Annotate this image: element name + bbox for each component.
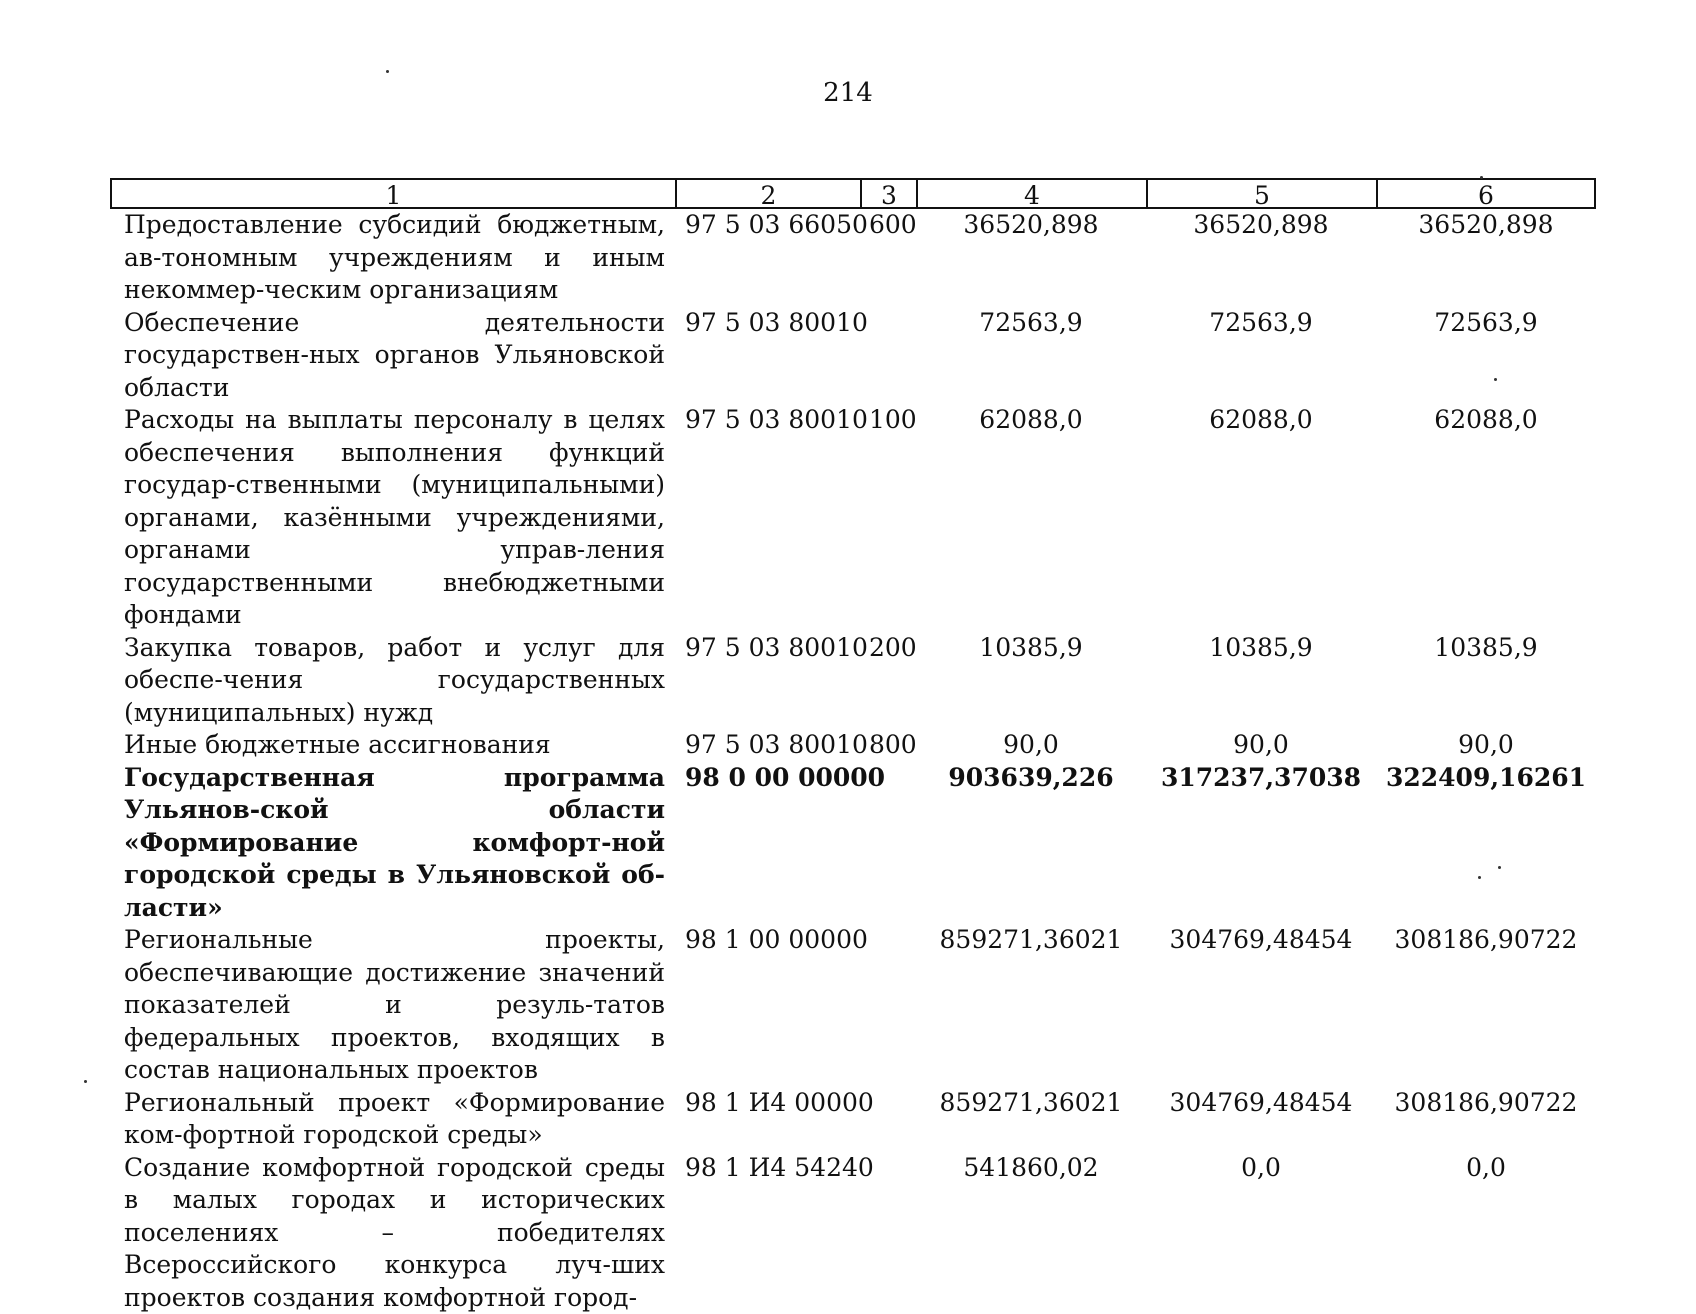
table-header xyxy=(110,178,1590,209)
row-value-col4: 10385,9 xyxy=(916,632,1146,730)
budget-table xyxy=(110,178,1590,1314)
header-cell: 4 xyxy=(916,178,1146,209)
row-expense-type xyxy=(860,762,916,925)
page-number: 214 xyxy=(0,78,1696,108)
header-cell: 6 xyxy=(1376,178,1596,209)
row-value-col5: 304769,48454 xyxy=(1146,924,1376,1087)
row-expense-type xyxy=(860,307,916,405)
row-code: 98 1 И4 00000 xyxy=(675,1087,860,1152)
row-value-col5: 304769,48454 xyxy=(1146,1087,1376,1152)
scan-speck xyxy=(386,70,389,73)
scan-speck xyxy=(1498,866,1501,869)
row-value-col5: 90,0 xyxy=(1146,729,1376,762)
row-code: 98 0 00 00000 xyxy=(675,762,860,925)
row-value-col6: 10385,9 xyxy=(1376,632,1596,730)
row-code: 97 5 03 80010 xyxy=(675,307,860,405)
row-value-col4: 541860,02 xyxy=(916,1152,1146,1314)
row-value-col4: 62088,0 xyxy=(916,404,1146,632)
row-code: 97 5 03 80010 xyxy=(675,632,860,730)
row-value-col4: 859271,36021 xyxy=(916,924,1146,1087)
row-value-col4: 903639,226 xyxy=(916,762,1146,925)
row-code: 98 1 И4 54240 xyxy=(675,1152,860,1314)
row-value-col5: 62088,0 xyxy=(1146,404,1376,632)
row-expense-type xyxy=(860,1152,916,1314)
row-expense-type xyxy=(860,1087,916,1152)
row-value-col6: 90,0 xyxy=(1376,729,1596,762)
row-name: Государственная программа Ульянов-ской области «Формирование комфорт-ной городской среды в Ульяновской об-ласти» xyxy=(110,762,675,925)
row-name: Предоставление субсидий бюджетным, ав-тономным учреждениям и иным некоммер-ческим организациям xyxy=(110,209,675,307)
scan-speck xyxy=(1478,876,1481,879)
row-value-col6: 36520,898 xyxy=(1376,209,1596,307)
row-value-col6: 72563,9 xyxy=(1376,307,1596,405)
row-value-col4: 859271,36021 xyxy=(916,1087,1146,1152)
row-value-col5: 10385,9 xyxy=(1146,632,1376,730)
row-value-col5: 317237,37038 xyxy=(1146,762,1376,925)
row-value-col6: 322409,16261 xyxy=(1376,762,1596,925)
scan-speck xyxy=(1494,378,1497,381)
row-value-col4: 72563,9 xyxy=(916,307,1146,405)
row-value-col6: 0,0 xyxy=(1376,1152,1596,1314)
row-name: Иные бюджетные ассигнования xyxy=(110,729,675,762)
row-code: 97 5 03 80010 xyxy=(675,729,860,762)
row-code: 98 1 00 00000 xyxy=(675,924,860,1087)
row-value-col4: 90,0 xyxy=(916,729,1146,762)
row-expense-type: 100 xyxy=(860,404,916,632)
row-name: Закупка товаров, работ и услуг для обеспе-чения государственных (муниципальных) нужд xyxy=(110,632,675,730)
row-value-col6: 308186,90722 xyxy=(1376,924,1596,1087)
header-cell: 2 xyxy=(675,178,860,209)
row-value-col6: 62088,0 xyxy=(1376,404,1596,632)
row-expense-type: 600 xyxy=(860,209,916,307)
table-body xyxy=(110,209,1590,1314)
row-name: Региональные проекты, обеспечивающие достижение значений показателей и резуль-татов федеральных проектов, входящих в состав национальных проектов xyxy=(110,924,675,1087)
row-name: Расходы на выплаты персоналу в целях обеспечения выполнения функций государ-ственными (муниципальными) органами, казёнными учреждениями, органами управ-ления государственными внебюджетными фондами xyxy=(110,404,675,632)
row-value-col6: 308186,90722 xyxy=(1376,1087,1596,1152)
header-cell: 5 xyxy=(1146,178,1376,209)
row-value-col5: 72563,9 xyxy=(1146,307,1376,405)
scan-speck xyxy=(1480,176,1483,179)
row-name: Создание комфортной городской среды в малых городах и исторических поселениях – победителях Всероссийского конкурса луч-ших проектов создания комфортной город- xyxy=(110,1152,675,1314)
row-code: 97 5 03 66050 xyxy=(675,209,860,307)
header-cell: 1 xyxy=(110,178,675,209)
row-code: 97 5 03 80010 xyxy=(675,404,860,632)
row-expense-type xyxy=(860,924,916,1087)
row-name: Региональный проект «Формирование ком-фортной городской среды» xyxy=(110,1087,675,1152)
row-name: Обеспечение деятельности государствен-ных органов Ульяновской области xyxy=(110,307,675,405)
row-expense-type: 200 xyxy=(860,632,916,730)
row-value-col4: 36520,898 xyxy=(916,209,1146,307)
scan-speck xyxy=(84,1080,87,1083)
header-cell: 3 xyxy=(860,178,916,209)
row-value-col5: 36520,898 xyxy=(1146,209,1376,307)
row-expense-type: 800 xyxy=(860,729,916,762)
row-value-col5: 0,0 xyxy=(1146,1152,1376,1314)
